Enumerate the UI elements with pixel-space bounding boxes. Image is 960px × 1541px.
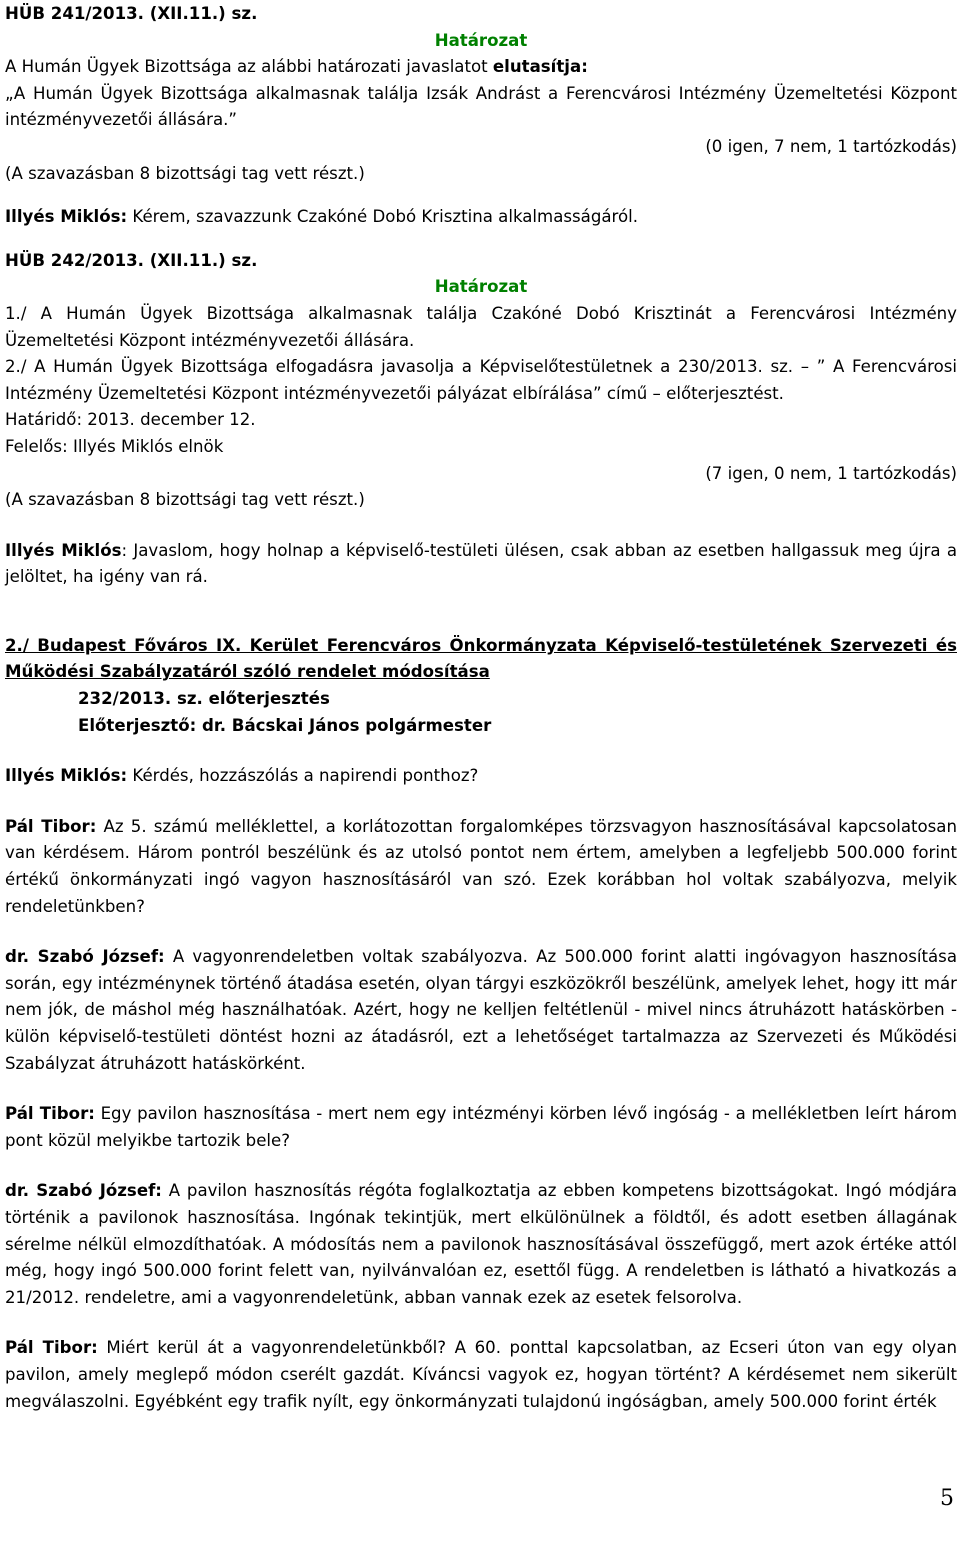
vote-members: (A szavazásban 8 bizottsági tag vett részt.) (5, 163, 365, 183)
speech-paragraph: Pál Tibor: Az 5. számú melléklettel, a korlátozottan forgalomképes törzsvagyon hasznosításával kapcsolatosan van kérdésem. Három pontról beszélünk és az utolsó pontot nem értem, amelyben a legfeljebb 500.000 forint értékű önkormányzati ingó vagyon hasznosításáról van szó. Ezek korábban hol voltak szabályozva, melyik rendeletünkben? (5, 816, 957, 916)
agenda-number: 232/2013. sz. előterjesztés (78, 689, 330, 709)
speaker-name: Illyés Miklós (5, 540, 122, 560)
resolution-responsible: Felelős: Illyés Miklós elnök (5, 436, 224, 456)
speech-paragraph: Illyés Miklós: Kérdés, hozzászólás a napirendi ponthoz? (5, 766, 479, 786)
speaker-name: Pál Tibor: (5, 1338, 98, 1358)
document-page (5, 0, 957, 1415)
speaker-name: dr. Szabó József: (5, 947, 165, 967)
speech-paragraph: Pál Tibor: Egy pavilon hasznosítása - mert nem egy intézményi körben lévő ingóság - a mellékletben leírt három pont közül melyikbe tartozik bele? (5, 1104, 957, 1150)
speech-paragraph: Illyés Miklós: Javaslom, hogy holnap a képviselő-testületi ülésen, csak abban az esetben hallgassuk meg újra a jelöltet, ha igény van rá. (5, 540, 957, 587)
vote-result: (0 igen, 7 nem, 1 tartózkodás) (705, 136, 957, 156)
resolution-item-1: 1./ A Humán Ügyek Bizottsága alkalmasnak találja Czakóné Dobó Krisztinát a Ferencvárosi Intézmény Üzemeltetési Központ intézményvezetői állására. (5, 303, 957, 350)
agenda-presenter: Előterjesztő: dr. Bácskai János polgármester (78, 715, 492, 735)
resolution-deadline: Határidő: 2013. december 12. (5, 410, 256, 430)
speech-paragraph: Pál Tibor: Miért kerül át a vagyonrendeletünkből? A 60. ponttal kapcsolatban, az Ecseri úton van egy olyan pavilon, amely meglepő módon cserélt gazdát. Kíváncsi vagyok ez, hogyan történt? A kérdésemet nem sikerült megválaszolni. Egyébként egy trafik nyílt, egy önkormányzati tulajdonú ingóságban, amely 500.000 forint érték (5, 1338, 958, 1411)
resolution-number: HÜB 241/2013. (XII.11.) sz. (5, 4, 258, 23)
speaker-name: Illyés Miklós: (5, 207, 128, 227)
speaker-name: Illyés Miklós: (5, 766, 128, 786)
resolution-title: Határozat (434, 30, 528, 50)
speech-paragraph: dr. Szabó József: A pavilon hasznosítás régóta foglalkoztatja az ebben kompetens bizottságokat. Ingó módjára történik a pavilonok hasznosítása. Ingónak tekintjük, mert elkülönülnek a földtől, és adott esetben állagának sérelme nélkül elmozdíthatóak. A módosítás nem a pavilonok hasznosításával összefüggő, mert azok értéke attól még, hogy ingó 500.000 forint felett van, nyilvánvalóan ez, esettől függ. A rendeletben is látható a hivatkozás a 21/2012. rendeletre, ami a vagyonrendeletünk, abban vannak ezek az esetek felsorolva. (5, 1181, 957, 1307)
speaker-name: dr. Szabó József: (5, 1181, 162, 1201)
page-number: 5 (940, 1486, 954, 1511)
speech-paragraph: Illyés Miklós: Kérem, szavazzunk Czakóné Dobó Krisztina alkalmasságáról. (5, 207, 639, 227)
resolution-title: Határozat (434, 277, 528, 297)
speech-paragraph: dr. Szabó József: A vagyonrendeletben voltak szabályozva. Az 500.000 forint alatti ingóvagyon hasznosítása során, egy intézménynek történő átadása esetén, olyan tárgyi eszközökről beszélünk, amelyek lehet, hogy itt már nem jók, de máshol még használhatóak. Azért, hogy ne kelljen feltétlenül - mivel nincs átruházott hatáskörben - külön képviselő-testületi döntést hozni az átadásról, ezt a lehetőséget tartalmazza az Szervezeti és Működési Szabályzat átruházott hatáskörként. (5, 947, 957, 1073)
speaker-name: Pál Tibor: (5, 816, 97, 836)
vote-members: (A szavazásban 8 bizottsági tag vett részt.) (5, 490, 365, 510)
vote-result: (7 igen, 0 nem, 1 tartózkodás) (705, 463, 957, 483)
resolution-number: HÜB 242/2013. (XII.11.) sz. (5, 250, 258, 270)
resolution-intro: A Humán Ügyek Bizottsága az alábbi határozati javaslatot elutasítja: (5, 57, 588, 77)
resolution-quote: „A Humán Ügyek Bizottsága alkalmasnak találja Izsák Andrást a Ferencvárosi Intézmény Üzemeltetési Központ intézményvezetői állására.” (5, 83, 957, 130)
agenda-title: 2./ Budapest Főváros IX. Kerület Ferencváros Önkormányzata Képviselő-testületének Szervezeti és Működési Szabályzatáról szóló rendelet módosítása (5, 635, 957, 682)
speaker-name: Pál Tibor: (5, 1104, 95, 1124)
resolution-item-2: 2./ A Humán Ügyek Bizottsága elfogadásra javasolja a Képviselőtestületnek a 230/2013. sz. – ” A Ferencvárosi Intézmény Üzemeltetési Központ intézményvezetői pályázat elbírálása” című – előterjesztést. (5, 357, 957, 403)
